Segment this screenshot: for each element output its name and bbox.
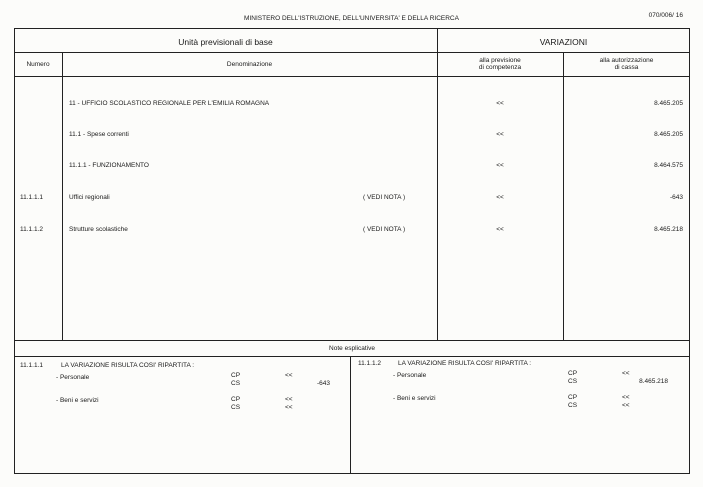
- note-cp-label: CP: [568, 394, 578, 401]
- note-cp-value: <<: [622, 370, 630, 377]
- header-divider-1: [14, 52, 690, 53]
- row-cassa: 8.465.205: [654, 131, 683, 138]
- header-divider-2: [14, 76, 690, 77]
- note-cp-value: <<: [285, 396, 293, 403]
- row-nota: ( VEDI NOTA ): [363, 194, 406, 201]
- note-cs-label: CS: [568, 402, 578, 409]
- row-competenza: <<: [496, 100, 504, 107]
- row-competenza: <<: [496, 131, 504, 138]
- row-denominazione: Uffici regionali: [69, 194, 110, 201]
- document-table: [14, 28, 690, 474]
- col-cassa: alla autorizzazione di cassa: [599, 57, 654, 71]
- row-numero: 11.1.1.2: [20, 226, 44, 233]
- note-item-label: - Personale: [393, 372, 427, 379]
- row-competenza: <<: [496, 162, 504, 169]
- divider-numero: [62, 52, 63, 340]
- row-competenza: <<: [496, 194, 504, 201]
- note-item-label: - Beni e servizi: [56, 397, 99, 404]
- col-numero: Numero: [26, 61, 50, 68]
- row-numero: 11.1.1.1: [20, 194, 44, 201]
- row-nota: ( VEDI NOTA ): [363, 226, 406, 233]
- row-cassa: 8.465.205: [654, 100, 683, 107]
- divider-variazioni: [437, 28, 438, 340]
- row-denominazione: 11.1 - Spese correnti: [69, 131, 129, 138]
- variazioni-label: VARIAZIONI: [539, 37, 588, 47]
- note-item-label: - Beni e servizi: [393, 395, 436, 402]
- note-cp-label: CP: [231, 372, 241, 379]
- note-numero: 11.1.1.2: [358, 360, 382, 367]
- note-item-label: - Personale: [56, 374, 90, 381]
- col-competenza: alla previsione di competenza: [478, 57, 522, 71]
- row-cassa: -643: [669, 194, 683, 201]
- note-cp-value: <<: [285, 372, 293, 379]
- note-heading: LA VARIAZIONE RISULTA COSI' RIPARTITA :: [398, 360, 532, 367]
- unita-label: Unità previsionali di base: [178, 37, 273, 47]
- note-cs-label: CS: [231, 380, 241, 387]
- col-denominazione: Denominazione: [226, 61, 273, 68]
- note-cs-value: 8.465.218: [639, 378, 668, 385]
- note-cs-label: CS: [568, 378, 578, 385]
- note-heading: LA VARIAZIONE RISULTA COSI' RIPARTITA :: [61, 362, 195, 369]
- row-cassa: 8.465.218: [654, 226, 683, 233]
- note-cs-label: CS: [231, 404, 241, 411]
- notes-divider-top: [14, 340, 690, 341]
- ministry-header: MINISTERO DELL'ISTRUZIONE, DELL'UNIVERSITA' E DELLA RICERCA: [244, 15, 459, 22]
- page-id: 070/006/ 16: [648, 12, 683, 19]
- note-cp-label: CP: [568, 370, 578, 377]
- note-cs-value: -643: [316, 380, 330, 387]
- notes-title: Note esplicative: [329, 345, 375, 352]
- row-denominazione: 11 - UFFICIO SCOLASTICO REGIONALE PER L'EMILIA ROMAGNA: [69, 100, 270, 107]
- row-denominazione: 11.1.1 - FUNZIONAMENTO: [69, 162, 149, 169]
- note-cs-value: <<: [285, 404, 293, 411]
- note-cs-value: <<: [622, 402, 630, 409]
- divider-notes: [350, 356, 351, 474]
- note-numero: 11.1.1.1: [20, 362, 44, 369]
- note-cp-label: CP: [231, 396, 241, 403]
- row-cassa: 8.464.575: [654, 162, 683, 169]
- row-competenza: <<: [496, 226, 504, 233]
- note-cp-value: <<: [622, 394, 630, 401]
- notes-divider-bottom: [14, 356, 690, 357]
- row-denominazione: Strutture scolastiche: [69, 226, 128, 233]
